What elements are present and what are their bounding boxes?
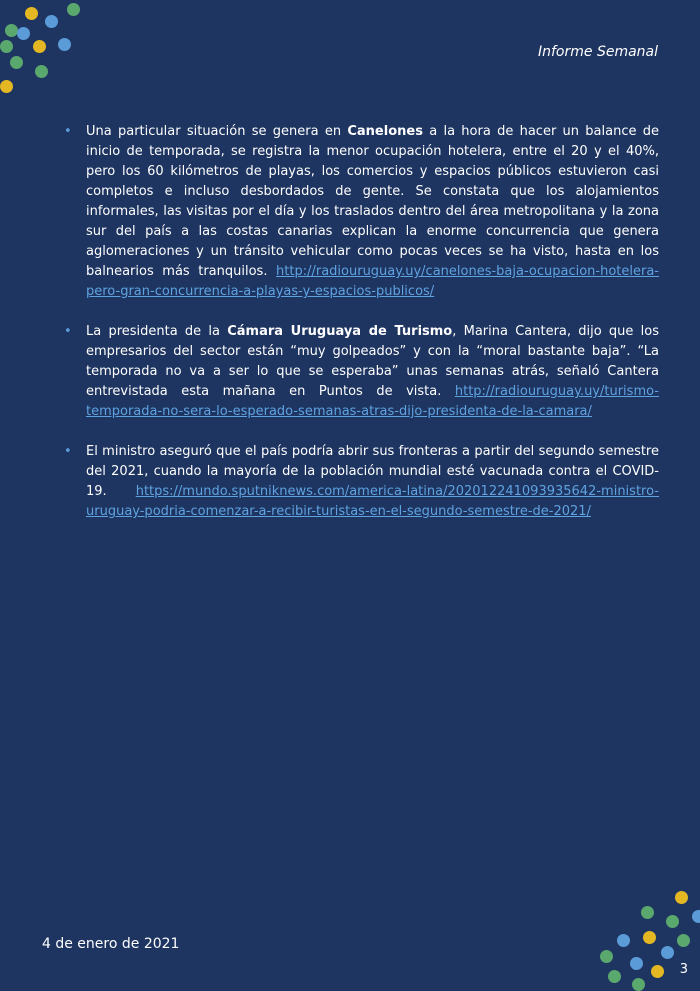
item-link[interactable]: http://radiouruguay.uy/canelones-baja-ocupacion-hotelera-pero-gran-concurrencia-a-playas-y-espacios-publicos/ bbox=[86, 264, 659, 299]
dot-decoration bbox=[600, 950, 613, 963]
dot-decoration bbox=[10, 56, 23, 69]
item-link[interactable]: https://mundo.sputniknews.com/america-latina/202012241093935642-ministro-uruguay-podria-comenzar-a-recibir-turistas-en-el-segundo-semestre-de-2021/ bbox=[86, 484, 659, 519]
dot-decoration bbox=[67, 3, 80, 16]
dot-decoration bbox=[33, 40, 46, 53]
item-bold-text: Cámara Uruguaya de Turismo bbox=[227, 324, 453, 339]
item-text-after: a la hora de hacer un balance de inicio de temporada, se registra la menor ocupación hotelera, entre el 20 y el 40%, pero los 60 kilómetros de playas, los comercios y espacios públicos estuvieron casi completos e incluso desbordados de gente. Se constata que los alojamientos informales, las visitas por el día y los traslados dentro del área metropolitana y la zona sur del país a las costas canarias explican la enorme concurrencia que genera aglomeraciones y un tránsito vehicular como pocas veces se ha visto, hasta en los balnearios más tranquilos. bbox=[86, 124, 659, 279]
dot-decoration bbox=[661, 946, 674, 959]
bullet-icon: • bbox=[64, 324, 72, 339]
item-text-after: , Marina Cantera, dijo que los empresarios del sector están “muy golpeados” y con la “moral bastante baja”. “La temporada no va a ser lo que se esperaba” unas semanas atrás, señaló Cantera entrevistada esta mañana en Puntos de vista. bbox=[86, 324, 659, 399]
item-link[interactable]: http://radiouruguay.uy/turismo-temporada-no-sera-lo-esperado-semanas-atras-dijo-presidenta-de-la-camara/ bbox=[86, 384, 659, 419]
dot-decoration bbox=[0, 40, 13, 53]
dot-decoration bbox=[45, 15, 58, 28]
dot-decoration bbox=[675, 891, 688, 904]
dot-decoration bbox=[677, 934, 690, 947]
item-bold-text: Canelones bbox=[347, 124, 423, 139]
dot-decoration bbox=[632, 978, 645, 991]
header-title: Informe Semanal bbox=[537, 44, 658, 60]
dot-decoration bbox=[643, 931, 656, 944]
list-item bbox=[62, 122, 659, 302]
footer-date: 4 de enero de 2021 bbox=[42, 936, 180, 952]
dot-decoration bbox=[692, 910, 700, 923]
dot-decoration bbox=[608, 970, 621, 983]
dot-decoration bbox=[0, 80, 13, 93]
dot-decoration bbox=[651, 965, 664, 978]
dot-decoration bbox=[630, 957, 643, 970]
dot-decoration bbox=[58, 38, 71, 51]
list-item bbox=[62, 322, 659, 422]
dot-decoration bbox=[17, 27, 30, 40]
dot-decoration bbox=[25, 7, 38, 20]
page-number: 3 bbox=[679, 962, 688, 977]
item-text: El ministro aseguró que el país podría abrir sus fronteras a partir del segundo semestre del 2021, cuando la mayoría de la población mundial esté vacunada contra el COVID-19. bbox=[86, 444, 659, 499]
item-text: La presidenta de la bbox=[86, 324, 228, 339]
dot-decoration bbox=[5, 24, 18, 37]
list-item bbox=[62, 442, 659, 522]
dot-decoration bbox=[641, 906, 654, 919]
dot-decoration bbox=[666, 915, 679, 928]
main-content bbox=[62, 122, 659, 542]
bullet-icon: • bbox=[64, 124, 72, 139]
item-text: Una particular situación se genera en bbox=[86, 124, 348, 139]
dot-decoration bbox=[617, 934, 630, 947]
dot-decoration bbox=[35, 65, 48, 78]
bullet-icon: • bbox=[64, 444, 72, 459]
